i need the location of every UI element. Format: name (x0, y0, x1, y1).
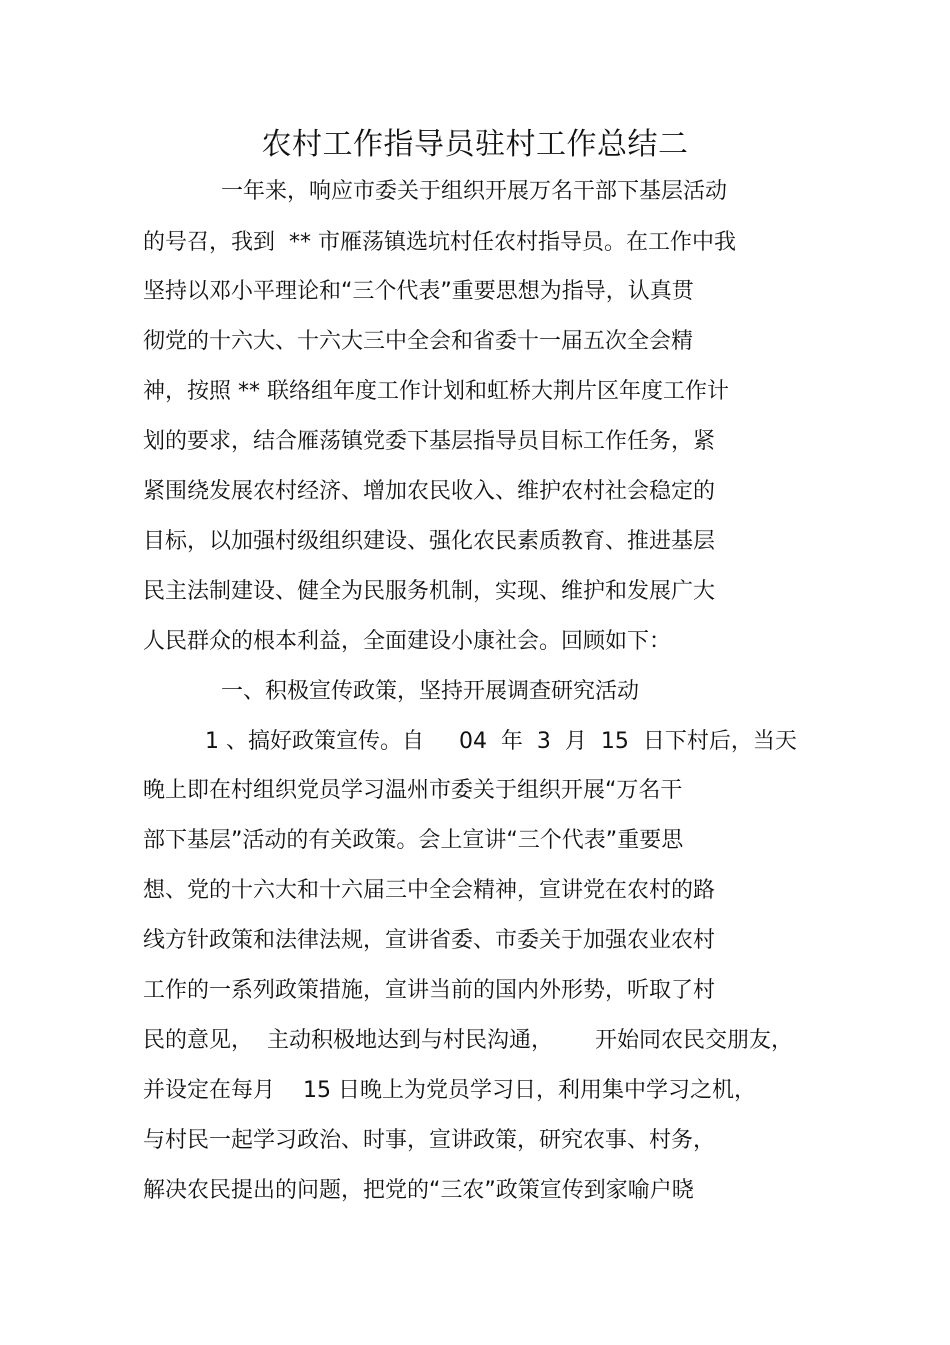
paragraph-line: 坚持以邓小平理论和“三个代表”重要思想为指导，认真贯 (143, 279, 694, 304)
paragraph-line: 一年来，响应市委关于组织开展万名干部下基层活动 (221, 179, 728, 204)
paragraph-line: 想、党的十六大和十六届三中全会精神，宣讲党在农村的路 (143, 878, 716, 903)
paragraph-line: 线方针政策和法律法规，宣讲省委、市委关于加强农业农村 (143, 928, 716, 953)
paragraph-line: 的号召，我到 ** 市雁荡镇选坑村任农村指导员。在工作中我 (143, 230, 736, 255)
paragraph-line: 彻党的十六大、十六大三中全会和省委十一届五次全会精 (143, 329, 694, 354)
paragraph-line: 1 、搞好政策宣传。自 04 年 3 月 15 日下村后，当天 (205, 729, 797, 754)
paragraph-line: 民的意见， 主动积极地达到与村民沟通， 开始同农民交朋友， (143, 1028, 793, 1053)
paragraph-line: 并设定在每月 15 日晚上为党员学习日，利用集中学习之机， (143, 1078, 756, 1103)
paragraph-line: 神，按照 ** 联络组年度工作计划和虹桥大荆片区年度工作计 (143, 379, 729, 404)
paragraph-line: 部下基层”活动的有关政策。会上宣讲“三个代表”重要思 (143, 828, 684, 853)
paragraph-line: 民主法制建设、健全为民服务机制，实现、维护和发展广大 (143, 579, 716, 604)
paragraph-line: 人民群众的根本利益，全面建设小康社会。回顾如下： (143, 629, 672, 654)
paragraph-line: 目标，以加强村级组织建设、强化农民素质教育、推进基层 (143, 529, 716, 554)
paragraph-line: 与村民一起学习政治、时事，宣讲政策，研究农事、村务， (143, 1128, 716, 1153)
paragraph-line: 划的要求，结合雁荡镇党委下基层指导员目标工作任务，紧 (143, 429, 716, 454)
paragraph-line: 晚上即在村组织党员学习温州市委关于组织开展“万名干 (143, 778, 683, 803)
paragraph-line: 解决农民提出的问题，把党的“三农”政策宣传到家喻户晓 (143, 1178, 694, 1203)
paragraph-line: 工作的一系列政策措施，宣讲当前的国内外形势，听取了村 (143, 978, 716, 1003)
paragraph-line: 紧围绕发展农村经济、增加农民收入、维护农村社会稳定的 (143, 479, 716, 504)
section-heading: 一、积极宣传政策，坚持开展调查研究活动 (221, 679, 640, 704)
document-title: 农村工作指导员驻村工作总结二 (261, 127, 689, 162)
